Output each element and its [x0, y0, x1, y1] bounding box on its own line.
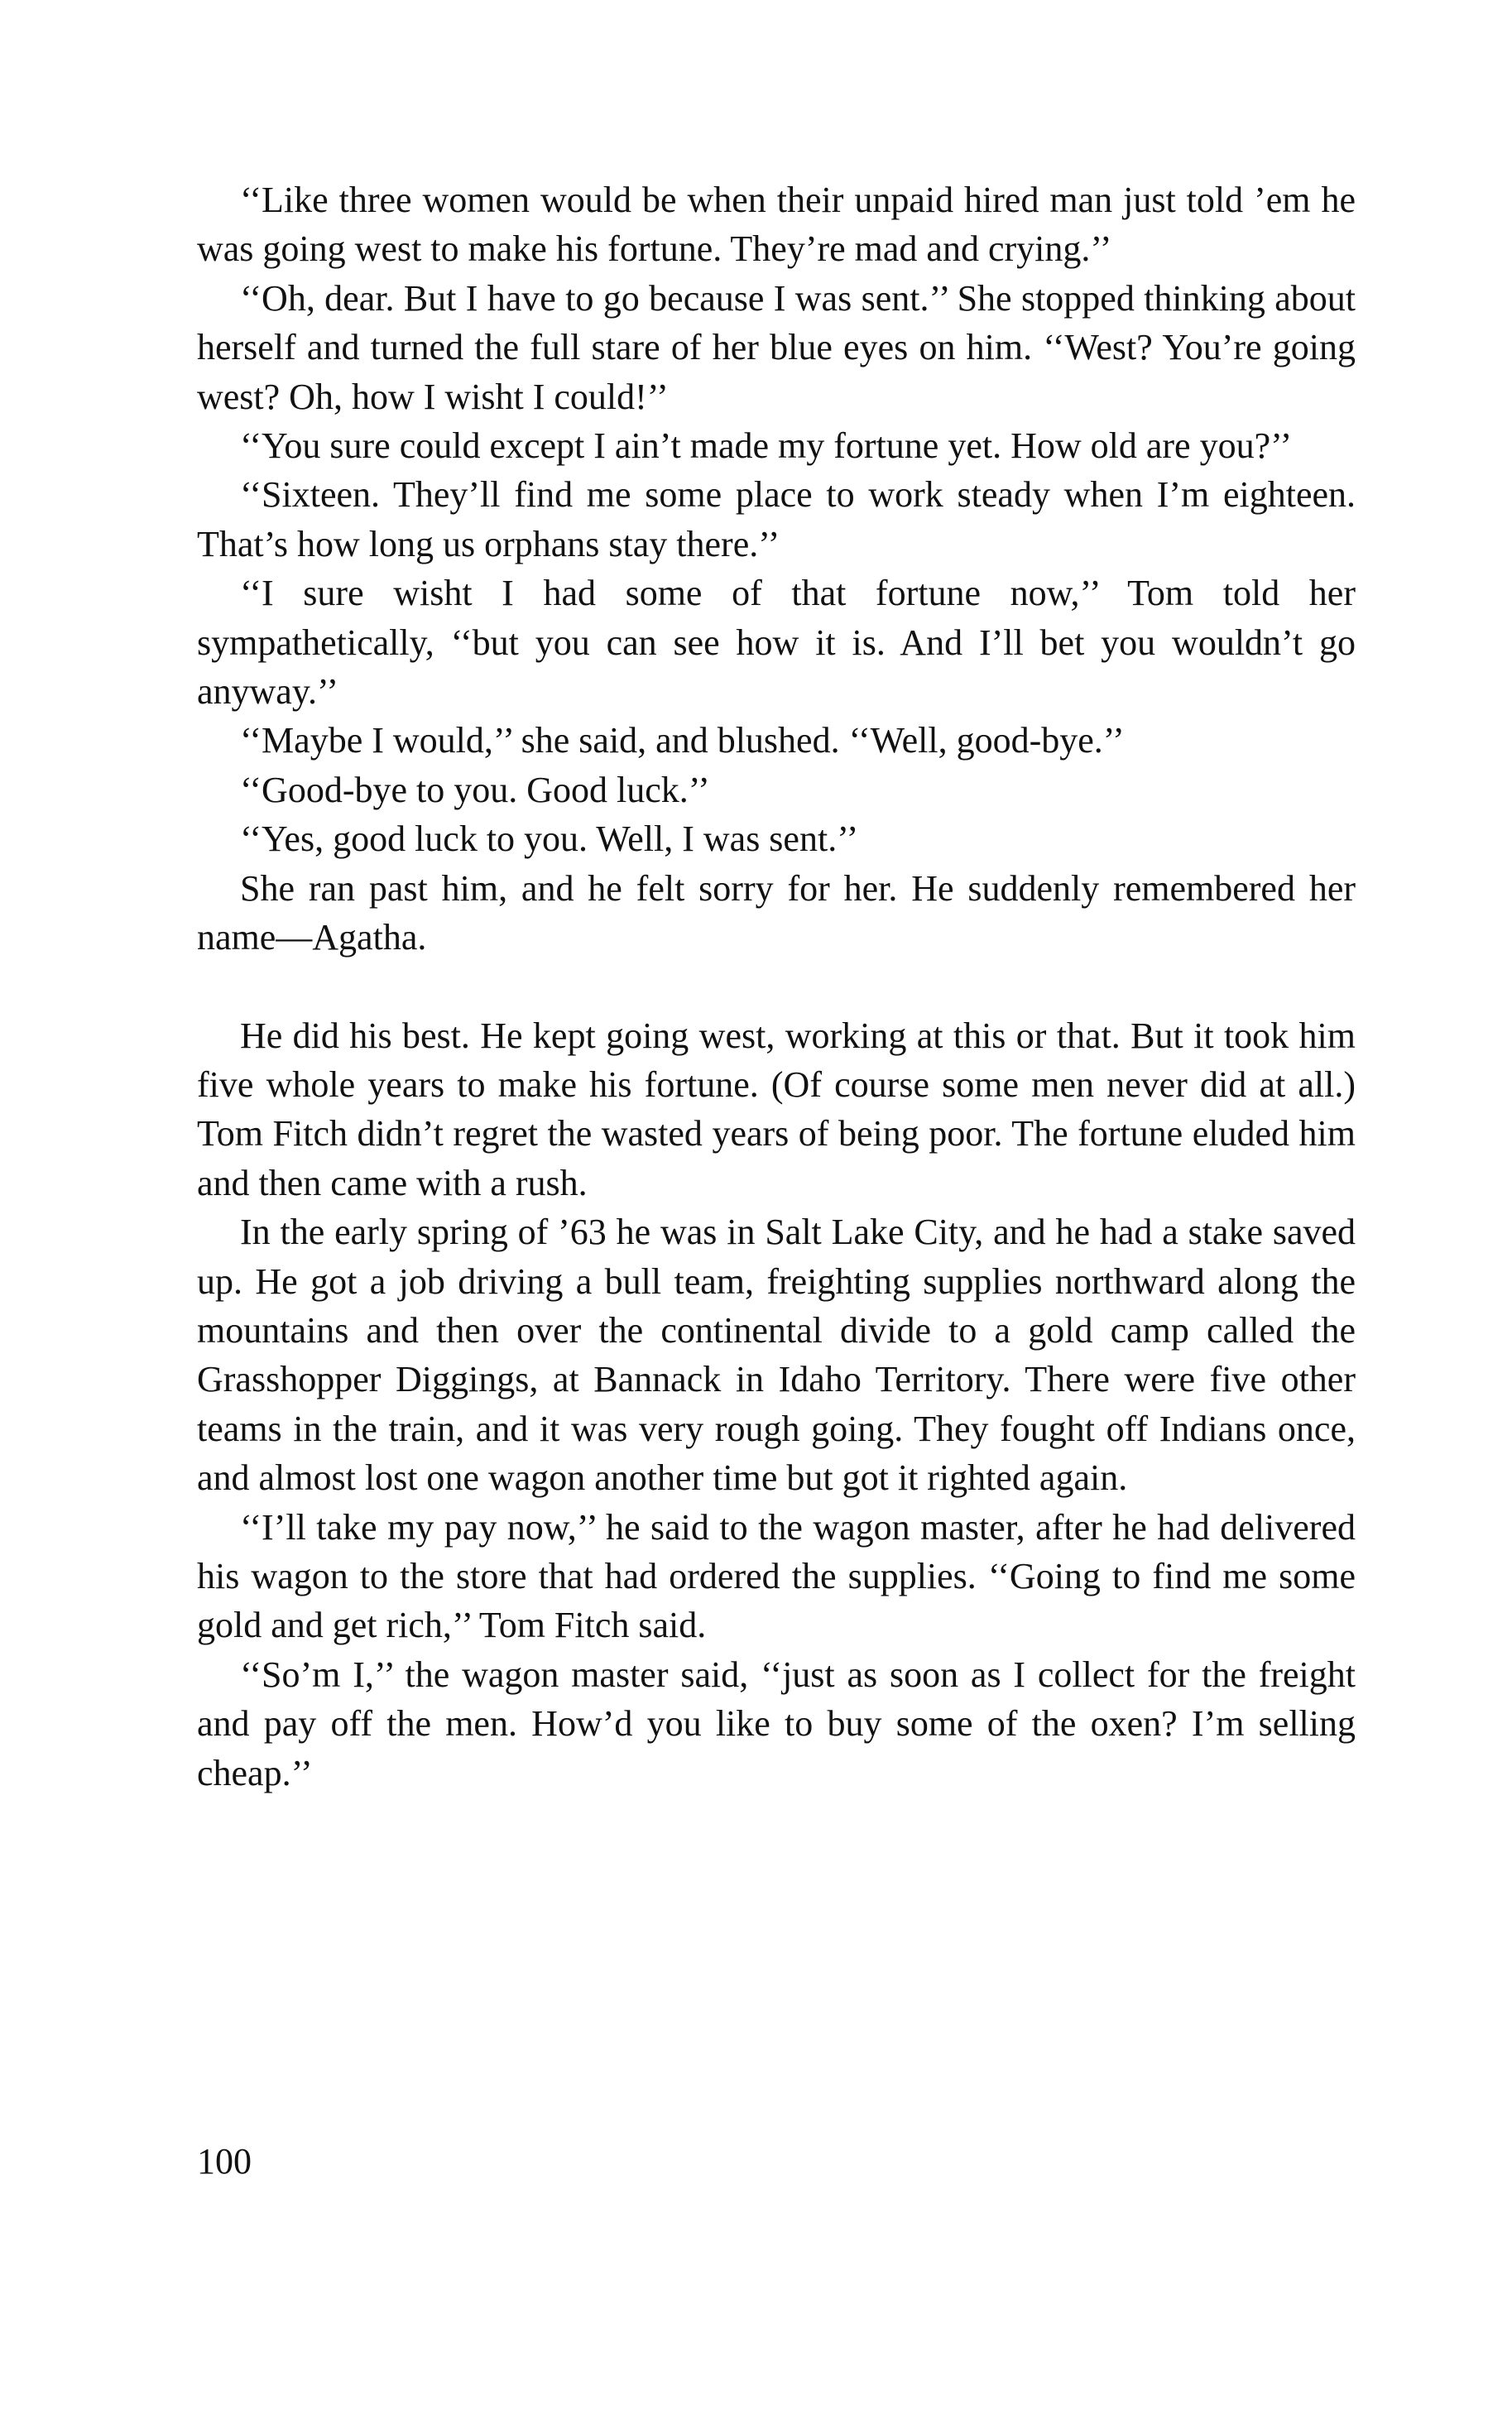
page-number: 100 — [197, 2141, 252, 2182]
paragraph: He did his best. He kept going west, working at this or that. But it took him five whole years to make his fortune. (Of course some men never did at all.) Tom Fitch didn’t regret the wasted years of being poor. The fortune eluded him and then came with a rush. — [197, 1015, 1356, 1203]
paragraph: ‘‘Maybe I would,’’ she said, and blushed. ‘‘Well, good-bye.’’ — [240, 720, 1125, 761]
paragraph: In the early spring of ’63 he was in Salt Lake City, and he had a stake saved up. He got a job driving a bull team, freighting supplies northward along the mountains and then over the continental divide to a gold camp called the Grasshopper Diggings, at Bannack in Idaho Territory. There were five other teams in the train, and it was very rough going. They fought off Indians once, and almost lost one wagon another time but got it righted again. — [197, 1212, 1356, 1499]
paragraph: ‘‘You sure could except I ain’t made my fortune yet. How old are you?’’ — [240, 425, 1293, 467]
section-break — [197, 962, 1356, 1011]
paragraph: She ran past him, and he felt sorry for her. He suddenly remembered her name—Agatha. — [197, 867, 1356, 958]
paragraph: ‘‘Oh, dear. But I have to go because I was sent.’’ She stopped thinking about herself and turned the full stare of her blue eyes on him. ‘‘West? You’re going west? Oh, how I wisht I could!’’ — [197, 277, 1356, 417]
paragraph: ‘‘I’ll take my pay now,’’ he said to the wagon master, after he had delivered his wagon to the store that had ordered the supplies. ‘‘Going to find me some gold and get rich,’’ Tom Fitch said. — [197, 1506, 1356, 1646]
paragraph: ‘‘I sure wisht I had some of that fortune now,’’ Tom told her sympathetically, ‘‘but you can see how it is. And I’ll bet you wouldn’t go anyway.’’ — [197, 573, 1356, 713]
paragraph: ‘‘Like three women would be when their unpaid hired man just told ’em he was going west to make his fortune. They’re mad and crying.’’ — [197, 180, 1356, 270]
paragraph: ‘‘So’m I,’’ the wagon master said, ‘‘just as soon as I collect for the freight and pay off the men. How’d you like to buy some of the oxen? I’m selling cheap.’’ — [197, 1654, 1356, 1793]
paragraph: ‘‘Yes, good luck to you. Well, I was sent.’’ — [240, 818, 859, 860]
paragraph: ‘‘Sixteen. They’ll find me some place to work steady when I’m eighteen. That’s how long us orphans stay there.’’ — [197, 474, 1356, 564]
page-body — [197, 175, 1356, 1798]
paragraph: ‘‘Good-bye to you. Good luck.’’ — [240, 769, 710, 810]
